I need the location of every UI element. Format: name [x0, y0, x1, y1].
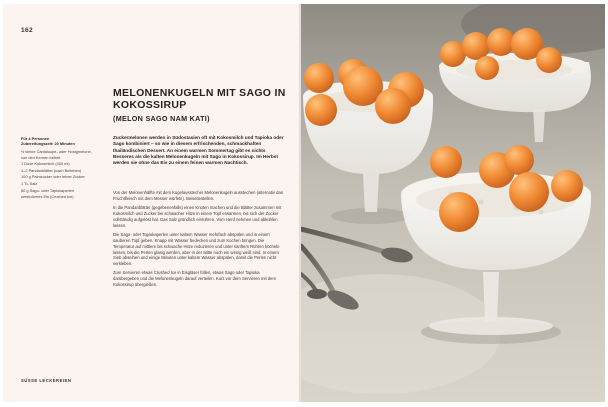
- left-page: [3, 4, 301, 402]
- ingredient-item: ½ kleine Cantaloupe- oder Honigmelone, von den Kernen befreit: [21, 149, 92, 160]
- ingredients-sidebar: [21, 136, 99, 201]
- recipe-step: Von der Melonenhälfte mit dem Kugelausstecher Melonenkugeln ausstechen (alternativ das Fruchtfleisch mit dem Messer würfeln). Beiseitestellen.: [113, 190, 283, 201]
- recipe-time: Zubereitungszeit: 20 Minuten: [21, 141, 75, 147]
- recipe-steps: [113, 190, 285, 291]
- ingredient-item: 1 Dose Kokosmilch (400 ml): [21, 161, 70, 167]
- recipe-yield: Für 4 Personen: [21, 136, 50, 141]
- ingredient-item: 1 TL Salz: [21, 180, 38, 186]
- recipe-intro: Zuckermelonen werden in Südostasien oft mit Kokosmilch und Tapioka oder Sago kombiniert – so wie in diesem erfrischenden, schmackhaften thailändischen Dessert. An einem warmen Sommertag gibt es nichts Besseres als die kalten Melonenkugeln mit Sago in Kokossirup. Im Herbst werden sie ohne das Eis zu einem feinen warmen Nachtisch.: [113, 135, 284, 166]
- recipe-subtitle: (MELON SAGO NAM KATI): [113, 114, 210, 123]
- chapter-footer: SÜSSE LECKEREIEN: [21, 378, 72, 383]
- recipe-step: In die Pandanblätter (gegebenenfalls) einen Knoten machen und die Blätter zusammen mit Kokosmilch und Zucker bei schwacher Hitze in einem Topf erwärmen, bis sich der Zucker vollständig aufgelöst hat. Das Salz gründlich einrühren. Vom Herd nehmen und abkühlen lassen.: [113, 205, 282, 228]
- ingredient-item: 1–2 Pandanblätter (nach Belieben): [21, 167, 82, 173]
- dessert-photo: [301, 4, 605, 402]
- dessert-illustration: [301, 4, 605, 402]
- recipe-step: Die Sago- oder Tapiokaperlen unter kaltem Wasser mehrfach abspülen und in einem sauberen Topf geben. Knapp mit Wasser bedecken und zum Kochen bringen. Die Temperatur auf mittlere bis schwache Hitze reduzieren und unter sanftem Rühren köcheln lassen, bis die Perlen glasig werden, aber in der Mitte noch ein wenig weiß sind. In einem Sieb abseihen und einige Minuten unter kaltem Wasser abspülen, damit die Perlen nicht verkleben.: [113, 231, 280, 267]
- page-number: 162: [21, 27, 34, 34]
- recipe-title: MELONENKUGELN MIT SAGO IN KOKOSSIRUP: [113, 87, 286, 111]
- recipe-step: Zum Servieren etwas Crushed Ice in Eisgläser füllen, etwas Sago oder Tapioka darübergeben und die Melonenkugeln darauf verteilen. Kurz vor dem Servieren mit dem Kokossirup übergießen.: [113, 270, 276, 288]
- ingredient-item: 100 g Palmzucker oder feiner Zucker: [21, 174, 85, 180]
- ingredient-item: zerstoßenes Eis (Crushed Ice): [21, 194, 74, 200]
- ingredient-item: 80 g Sago- oder Tapiokaperlen: [21, 187, 75, 193]
